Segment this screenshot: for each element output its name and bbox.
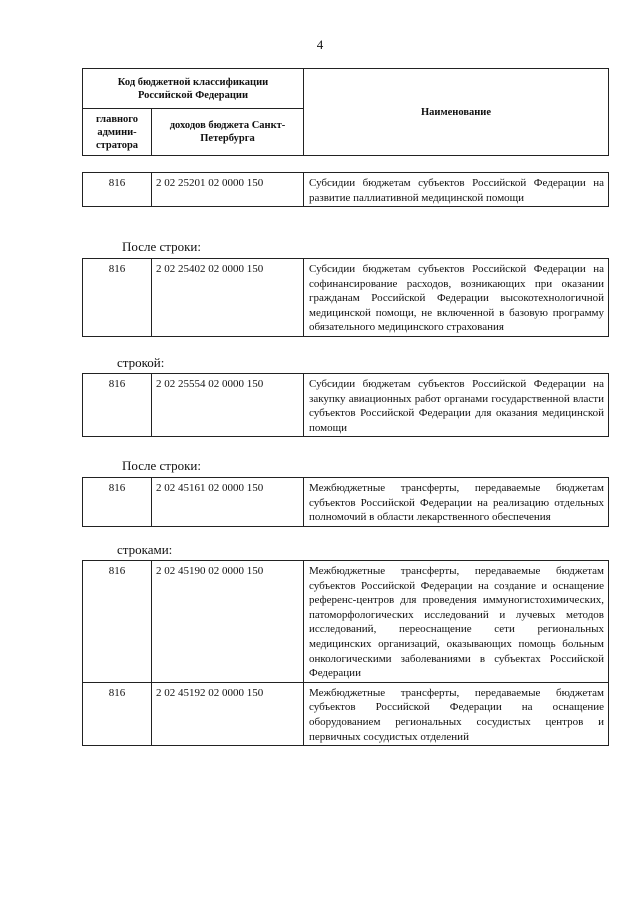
admin-code-cell: 816 [83, 561, 152, 683]
name-cell: Межбюджетные трансферты, передаваемые бюджетам субъектов Российской Федерации на оснащение оборудованием региональных сосудистых центров и первичных сосудистых отделений [304, 682, 609, 745]
section-label-3: После строки: [122, 458, 201, 473]
classification-header-table [82, 68, 609, 156]
page-number: 4 [316, 37, 324, 52]
classification-group-title: Код бюджетной классификации Российской Федерации [83, 69, 304, 109]
section-label-1: После строки: [122, 239, 201, 254]
admin-code-cell: 816 [83, 682, 152, 745]
admin-code-cell: 816 [83, 173, 152, 207]
table-row [83, 682, 609, 745]
name-cell: Субсидии бюджетам субъектов Российской Федерации на софинансирование расходов, возникающих при оказании гражданам Российской Федерации высокотехнологичной медицинской помощи, не включенной в базовую программу обязательного медицинского страхования [304, 259, 609, 337]
name-cell: Межбюджетные трансферты, передаваемые бюджетам субъектов Российской Федерации на реализацию отдельных полномочий в области лекарственного обеспечения [304, 478, 609, 527]
admin-code-cell: 816 [83, 478, 152, 527]
name-cell: Межбюджетные трансферты, передаваемые бюджетам субъектов Российской Федерации на создание и оснащение референс-центров для проведения иммуногистохимических, патоморфологических исследований и лучевых методов исследований, переоснащение сети региональных медицинских организаций, оказывающих помощь больным онкологическими заболеваниями в субъектах Российской Федерации [304, 561, 609, 683]
section-label-4: строками: [117, 542, 173, 557]
table-row [83, 259, 609, 337]
section-table-4 [82, 560, 609, 746]
table-row [83, 561, 609, 683]
table-row [83, 478, 609, 527]
income-column-header: доходов бюджета Санкт-Петербурга [152, 109, 304, 156]
section-table-2 [82, 373, 609, 437]
admin-code-cell: 816 [83, 259, 152, 337]
name-cell: Субсидии бюджетам субъектов Российской Федерации на развитие паллиативной медицинской помощи [304, 173, 609, 207]
name-column-header: Наименование [304, 69, 609, 156]
admin-code-cell: 816 [83, 374, 152, 437]
income-code-cell: 2 02 45192 02 0000 150 [152, 682, 304, 745]
table-row [83, 173, 609, 207]
name-cell: Субсидии бюджетам субъектов Российской Федерации на закупку авиационных работ органами государственной власти субъектов Российской Федерации для оказания медицинской помощи [304, 374, 609, 437]
admin-column-header: главного админи-стратора [83, 109, 152, 156]
income-code-cell: 2 02 45161 02 0000 150 [152, 478, 304, 527]
section-table-3 [82, 477, 609, 527]
section-table-1 [82, 258, 609, 337]
income-code-cell: 2 02 45190 02 0000 150 [152, 561, 304, 683]
section-label-2: строкой: [117, 355, 165, 370]
section-table-0 [82, 172, 609, 207]
income-code-cell: 2 02 25201 02 0000 150 [152, 173, 304, 207]
table-row [83, 374, 609, 437]
income-code-cell: 2 02 25554 02 0000 150 [152, 374, 304, 437]
income-code-cell: 2 02 25402 02 0000 150 [152, 259, 304, 337]
